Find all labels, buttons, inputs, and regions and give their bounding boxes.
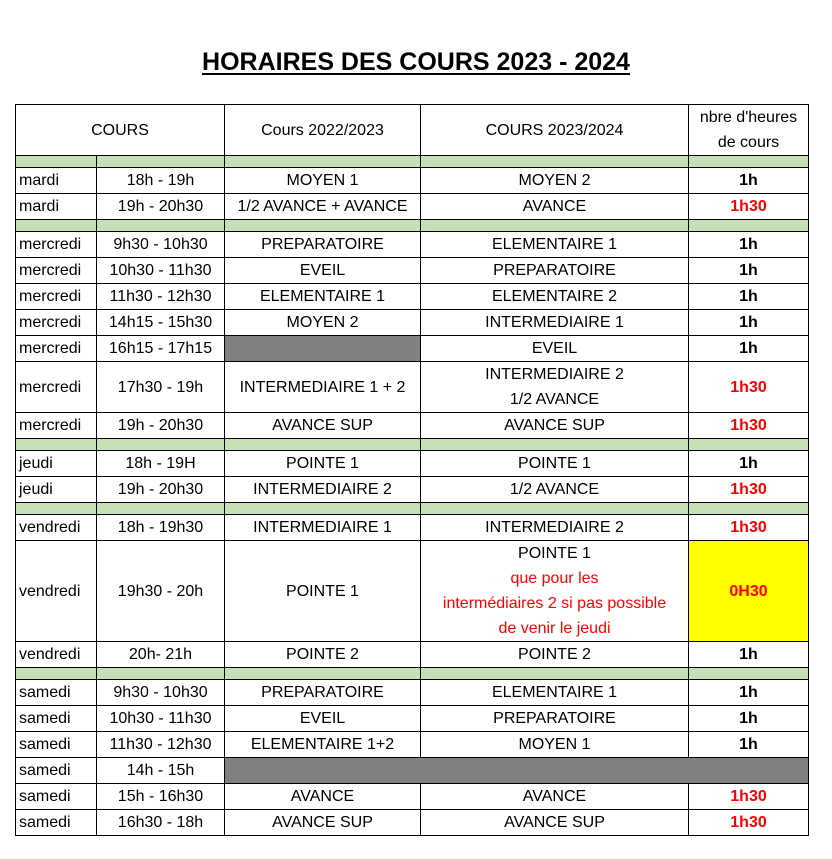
- day-cell: mercredi: [16, 258, 97, 284]
- hours-cell: 1h: [689, 680, 809, 706]
- course-2022-cell: POINTE 2: [225, 642, 421, 668]
- time-cell: 11h30 - 12h30: [97, 284, 225, 310]
- table-row: [16, 310, 809, 336]
- day-cell: jeudi: [16, 451, 97, 477]
- separator-row: [16, 156, 809, 168]
- course-2023-cell: AVANCE SUP: [421, 413, 689, 439]
- course-2023-cell: 1/2 AVANCE: [421, 477, 689, 503]
- course-2023-cell: AVANCE SUP: [421, 810, 689, 836]
- hours-cell: 1h: [689, 706, 809, 732]
- course-2022-cell: AVANCE SUP: [225, 413, 421, 439]
- course-2022-cell: EVEIL: [225, 706, 421, 732]
- time-cell: 15h - 16h30: [97, 784, 225, 810]
- time-cell: 14h15 - 15h30: [97, 310, 225, 336]
- course-2022-cell: MOYEN 2: [225, 310, 421, 336]
- course-2022-cell: POINTE 1: [225, 541, 421, 642]
- table-row: [16, 732, 809, 758]
- header-hours-line2: de cours: [717, 134, 780, 151]
- time-cell: 19h - 20h30: [97, 413, 225, 439]
- course-2023-line: POINTE 1: [518, 545, 591, 562]
- separator-row: [16, 220, 809, 232]
- course-2022-cell: INTERMEDIAIRE 1 + 2: [225, 362, 421, 413]
- table-row: [16, 451, 809, 477]
- table-row: [16, 362, 809, 413]
- day-cell: mercredi: [16, 336, 97, 362]
- header-hours: [689, 105, 809, 156]
- time-cell: 20h- 21h: [97, 642, 225, 668]
- page-title: [0, 48, 832, 77]
- hours-cell: 1h: [689, 168, 809, 194]
- day-cell: jeudi: [16, 477, 97, 503]
- header-cours-2022: Cours 2022/2023: [225, 105, 421, 156]
- course-2023-line: INTERMEDIAIRE 2: [485, 366, 624, 383]
- day-cell: mardi: [16, 194, 97, 220]
- course-2023-cell: POINTE 1: [421, 451, 689, 477]
- day-cell: samedi: [16, 732, 97, 758]
- table-row: [16, 168, 809, 194]
- day-cell: vendredi: [16, 515, 97, 541]
- course-2022-cell: POINTE 1: [225, 451, 421, 477]
- hours-cell: 1h: [689, 732, 809, 758]
- course-2022-cell: 1/2 AVANCE + AVANCE: [225, 194, 421, 220]
- hours-cell: 1h: [689, 232, 809, 258]
- separator-row: [16, 668, 809, 680]
- table-row: [16, 706, 809, 732]
- course-2023-cell: [421, 362, 689, 413]
- header-cours-2023: COURS 2023/2024: [421, 105, 689, 156]
- time-cell: 17h30 - 19h: [97, 362, 225, 413]
- day-cell: samedi: [16, 810, 97, 836]
- time-cell: 9h30 - 10h30: [97, 232, 225, 258]
- separator-row: [16, 503, 809, 515]
- course-2023-cell: INTERMEDIAIRE 1: [421, 310, 689, 336]
- course-2023-cell: ELEMENTAIRE 1: [421, 680, 689, 706]
- table-row: [16, 194, 809, 220]
- time-cell: 18h - 19h: [97, 168, 225, 194]
- day-cell: mercredi: [16, 232, 97, 258]
- course-2022-cell: EVEIL: [225, 258, 421, 284]
- course-2022-cell: PREPARATOIRE: [225, 680, 421, 706]
- day-cell: vendredi: [16, 642, 97, 668]
- course-2023-cell: AVANCE: [421, 784, 689, 810]
- hours-cell: 1h30: [689, 810, 809, 836]
- separator-row: [16, 439, 809, 451]
- day-cell: mardi: [16, 168, 97, 194]
- hours-cell: 1h30: [689, 413, 809, 439]
- course-2023-cell: ELEMENTAIRE 1: [421, 232, 689, 258]
- hours-cell: 1h: [689, 284, 809, 310]
- course-2023-cell: EVEIL: [421, 336, 689, 362]
- table-row: [16, 232, 809, 258]
- table-row: [16, 284, 809, 310]
- table-row: [16, 541, 809, 642]
- time-cell: 10h30 - 11h30: [97, 706, 225, 732]
- day-cell: vendredi: [16, 541, 97, 642]
- note-line: de venir le jeudi: [498, 620, 611, 637]
- time-cell: 16h30 - 18h: [97, 810, 225, 836]
- day-cell: samedi: [16, 784, 97, 810]
- course-2023-cell: PREPARATOIRE: [421, 706, 689, 732]
- course-2022-cell: AVANCE: [225, 784, 421, 810]
- hours-cell: 1h30: [689, 194, 809, 220]
- table-row: [16, 810, 809, 836]
- hours-cell: 1h: [689, 451, 809, 477]
- time-cell: 11h30 - 12h30: [97, 732, 225, 758]
- time-cell: 19h - 20h30: [97, 477, 225, 503]
- course-2023-cell: MOYEN 1: [421, 732, 689, 758]
- table-row: [16, 336, 809, 362]
- course-2023-cell: MOYEN 2: [421, 168, 689, 194]
- hours-cell: 1h: [689, 336, 809, 362]
- time-cell: 19h - 20h30: [97, 194, 225, 220]
- note-line: intermédiaires 2 si pas possible: [442, 595, 667, 612]
- course-2023-cell: [421, 541, 689, 642]
- hours-cell: 0H30: [689, 541, 809, 642]
- time-cell: 14h - 15h: [97, 758, 225, 784]
- table-row: [16, 413, 809, 439]
- day-cell: mercredi: [16, 310, 97, 336]
- time-cell: 19h30 - 20h: [97, 541, 225, 642]
- course-2022-cell: MOYEN 1: [225, 168, 421, 194]
- course-2022-cell: INTERMEDIAIRE 2: [225, 477, 421, 503]
- time-cell: 10h30 - 11h30: [97, 258, 225, 284]
- course-2023-cell: INTERMEDIAIRE 2: [421, 515, 689, 541]
- course-2023-cell: AVANCE: [421, 194, 689, 220]
- course-2023-cell: PREPARATOIRE: [421, 258, 689, 284]
- time-cell: 9h30 - 10h30: [97, 680, 225, 706]
- hours-cell: 1h30: [689, 477, 809, 503]
- title-text: HORAIRES DES COURS 2023 - 2024: [202, 48, 630, 76]
- time-cell: 18h - 19h30: [97, 515, 225, 541]
- course-2023-cell: ELEMENTAIRE 2: [421, 284, 689, 310]
- note-line: que pour les: [510, 570, 599, 587]
- header-cours: COURS: [16, 105, 225, 156]
- hours-cell: 1h30: [689, 784, 809, 810]
- course-2022-cell: AVANCE SUP: [225, 810, 421, 836]
- table-row: [16, 758, 809, 784]
- schedule-table: [15, 104, 809, 836]
- table-row: [16, 477, 809, 503]
- table-row: [16, 515, 809, 541]
- table-row: [16, 258, 809, 284]
- hours-cell: 1h30: [689, 515, 809, 541]
- day-cell: mercredi: [16, 413, 97, 439]
- hours-cell: 1h: [689, 258, 809, 284]
- course-2022-cell: INTERMEDIAIRE 1: [225, 515, 421, 541]
- table-row: [16, 784, 809, 810]
- course-2022-cell: ELEMENTAIRE 1: [225, 284, 421, 310]
- course-2022-cell: ELEMENTAIRE 1+2: [225, 732, 421, 758]
- header-hours-line1: nbre d'heures: [699, 109, 798, 126]
- hours-cell: 1h: [689, 642, 809, 668]
- day-cell: samedi: [16, 706, 97, 732]
- empty-gray-cell: [225, 758, 809, 784]
- course-2022-empty-cell: [225, 336, 421, 362]
- hours-cell: 1h30: [689, 362, 809, 413]
- course-2023-cell: POINTE 2: [421, 642, 689, 668]
- day-cell: mercredi: [16, 284, 97, 310]
- day-cell: samedi: [16, 680, 97, 706]
- header-row: [16, 105, 809, 156]
- time-cell: 18h - 19H: [97, 451, 225, 477]
- table-row: [16, 680, 809, 706]
- hours-cell: 1h: [689, 310, 809, 336]
- time-cell: 16h15 - 17h15: [97, 336, 225, 362]
- course-2023-line: 1/2 AVANCE: [509, 391, 600, 408]
- day-cell: samedi: [16, 758, 97, 784]
- table-row: [16, 642, 809, 668]
- course-2022-cell: PREPARATOIRE: [225, 232, 421, 258]
- day-cell: mercredi: [16, 362, 97, 413]
